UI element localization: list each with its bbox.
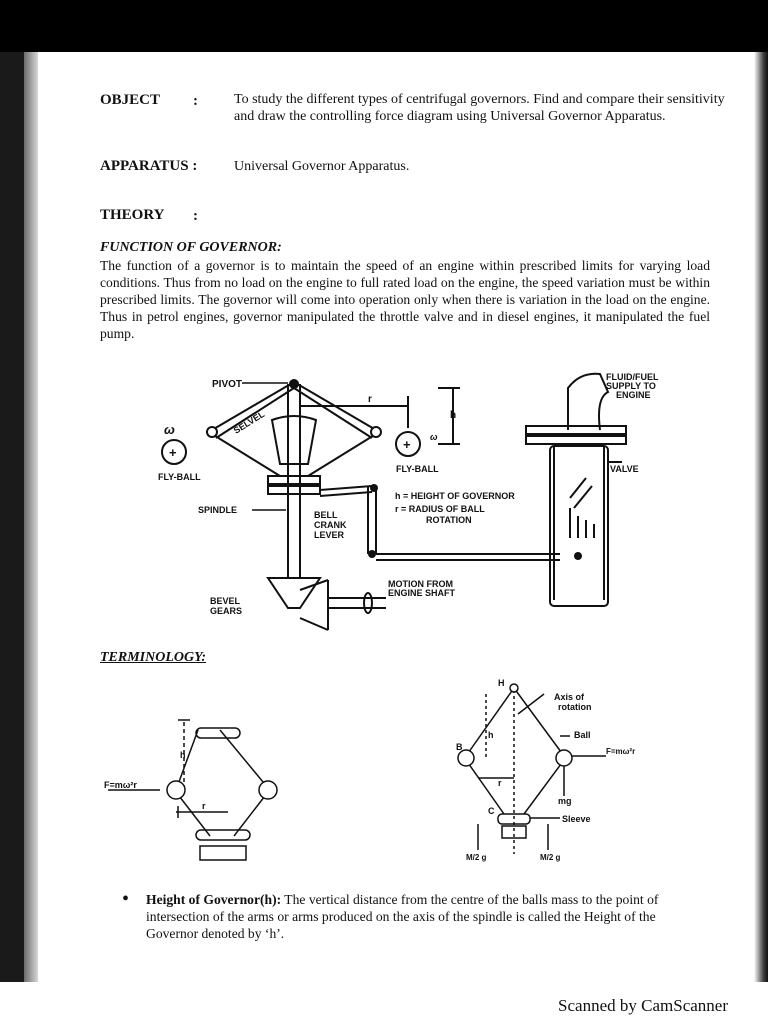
governor-schematic-figure — [150, 368, 710, 638]
spindle-label: SPINDLE — [198, 505, 238, 515]
theory-colon: : — [193, 208, 198, 224]
omega-right: ω — [430, 432, 438, 442]
r-definition-1: r = RADIUS OF BALL — [395, 504, 485, 514]
flyball-left-label: FLY-BALL — [158, 472, 201, 482]
theory-label: THEORY — [100, 207, 165, 223]
mg-label: mg — [558, 796, 572, 806]
m2g-right: M/2 g — [540, 853, 561, 862]
h-label: h — [180, 750, 186, 760]
object-label: OBJECT — [100, 92, 161, 108]
b-label: B — [456, 742, 463, 752]
r-label-right: r — [498, 778, 502, 788]
h-dim-label: h — [450, 410, 457, 421]
sleeve-label-right: Sleeve — [562, 814, 591, 824]
porter-governor-figure — [100, 708, 300, 868]
motion-label-2: ENGINE SHAFT — [388, 588, 456, 598]
h-definition: h = HEIGHT OF GOVERNOR — [395, 491, 515, 501]
terminology-heading: TERMINOLOGY: — [100, 650, 207, 665]
scan-right-border — [754, 52, 768, 982]
apparatus-label: APPARATUS : — [100, 158, 198, 174]
fluid-label-1: FLUID/FUEL — [606, 372, 659, 382]
r-dim-label: r — [368, 394, 372, 405]
function-heading: FUNCTION OF GOVERNOR: — [100, 240, 282, 255]
bevel-label-2: GEARS — [210, 606, 243, 616]
plus-left: + — [169, 445, 177, 460]
bevel-label-1: BEVEL — [210, 596, 241, 606]
flyball-right-label: FLY-BALL — [396, 464, 439, 474]
bullet-icon: • — [122, 888, 130, 910]
c-label: C — [488, 806, 495, 816]
height-definition — [146, 891, 706, 942]
top-h-label: H — [498, 678, 505, 688]
pivot-joint — [289, 379, 299, 389]
apparatus-text: Universal Governor Apparatus. — [234, 159, 410, 174]
axis-label-2: rotation — [558, 702, 592, 712]
omega-left: ω — [164, 422, 175, 437]
object-text: To study the different types of centrifugal governors. Find and compare their sensitivity and draw the controlling force diagram using Universal Governor Apparatus. — [234, 92, 725, 124]
fluid-label-3: ENGINE — [616, 390, 651, 400]
force-diagram-figure — [448, 674, 658, 874]
bell-crank-2: CRANK — [314, 520, 347, 530]
function-paragraph: The function of a governor is to maintain the speed of an engine within prescribed limits for varying load conditions. Thus from no load on the engine to full rated load on the engine, the speed variation must be within prescribed limits. The governor will come into operation only when there is variation in the load on the engine. Thus in petrol engines, governor manipulated the throttle valve and in diesel engines, it manipulated the fuel pump. — [100, 258, 710, 341]
r-definition-2: ROTATION — [426, 515, 472, 525]
plus-right: + — [403, 437, 411, 452]
force-label-right: F=mω²r — [606, 747, 636, 756]
valve-label: VALVE — [610, 464, 639, 474]
scan-left-shadow — [24, 52, 38, 982]
h-label-right: h — [488, 730, 494, 740]
scan-top-border — [0, 0, 768, 52]
fluid-label-2: SUPPLY TO — [606, 381, 656, 391]
height-term: Height of Governor(h): — [146, 892, 282, 907]
m2g-left: M/2 g — [466, 853, 487, 862]
scan-left-border — [0, 52, 24, 982]
object-colon: : — [193, 93, 198, 109]
motion-label-1: MOTION FROM — [388, 579, 453, 589]
height-text: The vertical distance from the centre of the balls mass to the point of intersection of the arms or arms produced on the axis of the spindle is called the Height of the Governor denoted by ‘h’. — [146, 892, 659, 941]
axis-label-1: Axis of — [554, 692, 585, 702]
ball-label: Ball — [574, 730, 591, 740]
bell-crank-3: LEVER — [314, 530, 345, 540]
force-label: F=mω²r — [104, 780, 137, 790]
sleeve-label: SELVEL — [231, 409, 267, 436]
scanner-watermark: Scanned by CamScanner — [558, 996, 728, 1015]
r-label: r — [202, 801, 206, 811]
pivot-label: PIVOT — [212, 379, 243, 390]
bell-crank-1: BELL — [314, 510, 338, 520]
